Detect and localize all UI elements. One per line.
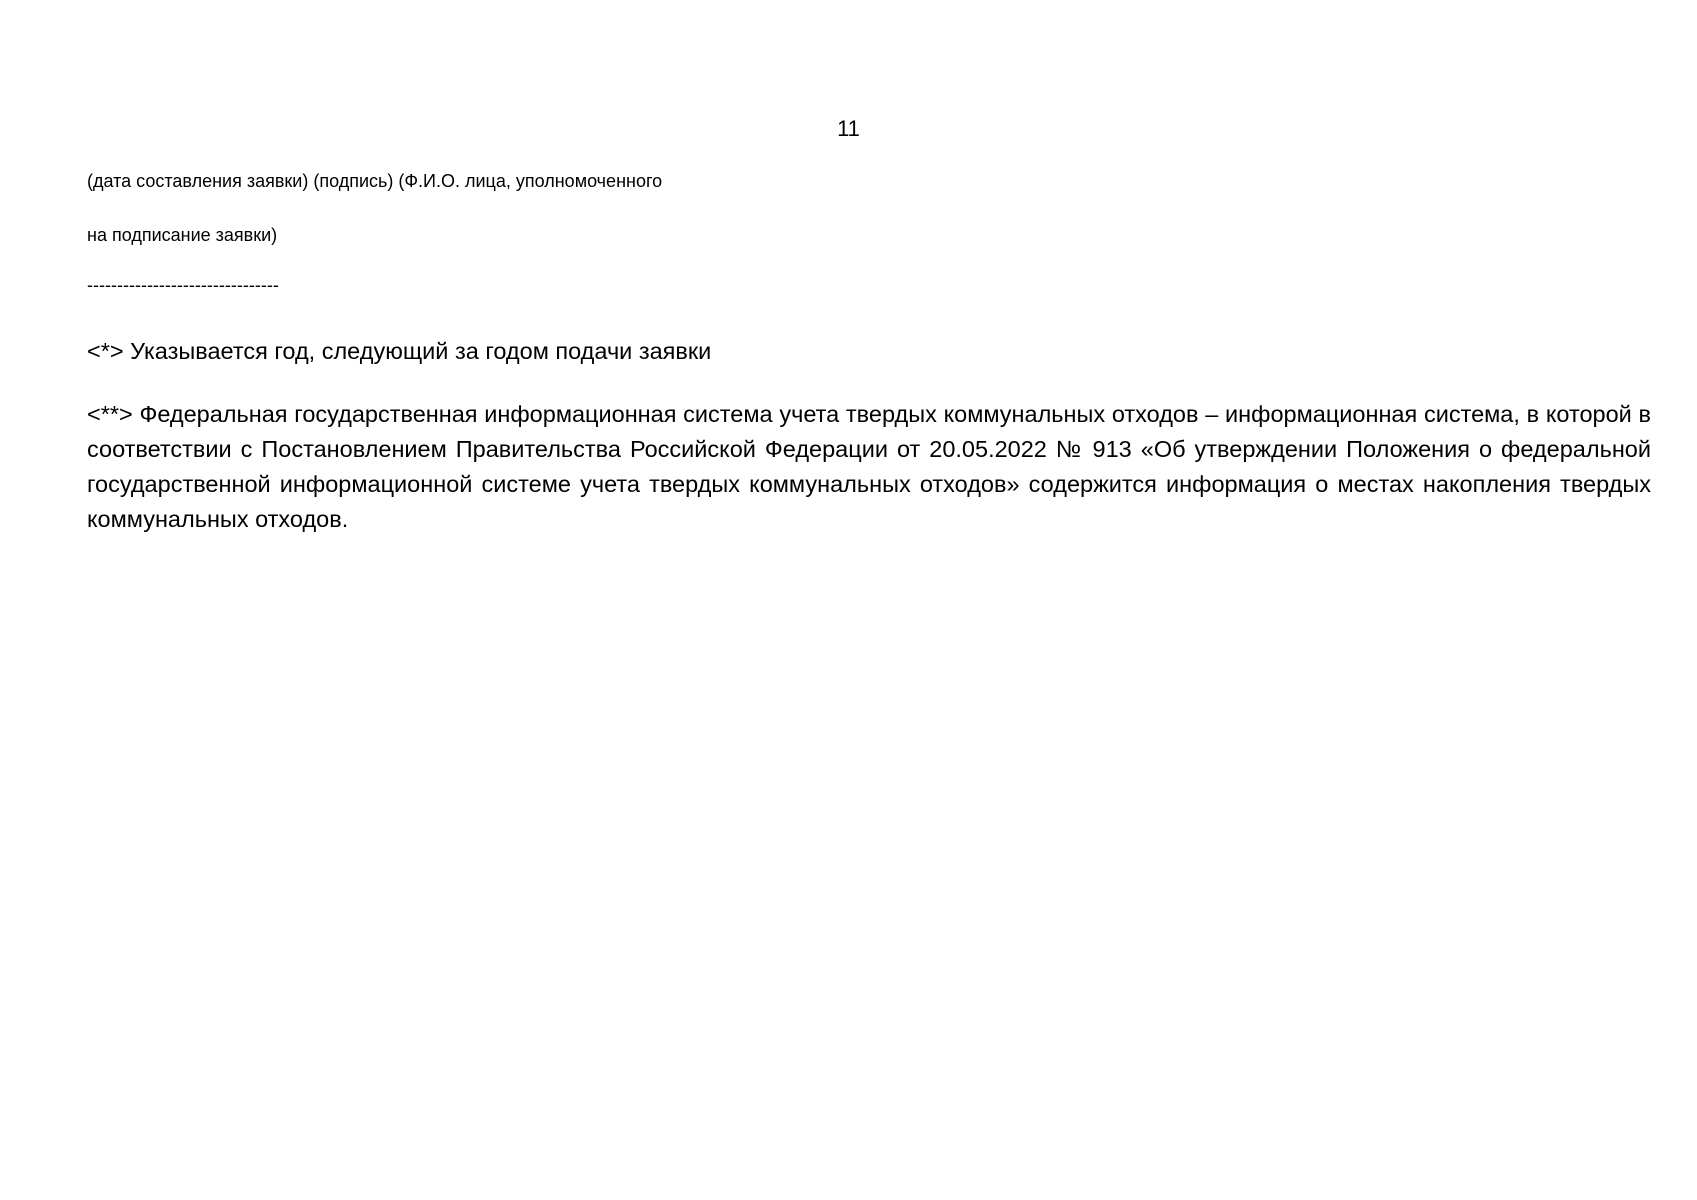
- footnote-separator: --------------------------------: [87, 275, 279, 295]
- signature-caption-line-1: (дата составления заявки) (подпись) (Ф.И.О. лица, уполномоченного: [87, 171, 663, 191]
- page-number: 11: [837, 116, 860, 141]
- signature-caption-line-2: на подписание заявки): [87, 225, 278, 245]
- footnote-year: <*> Указывается год, следующий за годом подачи заявки: [87, 338, 712, 364]
- footnote-fgis-tko: <**> Федеральная государственная информационная система учета твердых коммунальных отходов – информационная система, в которой в соответствии с Постановлением Правительства Российской Федерации от 20.05.2022 № 913 «Об утверждении Положения о федеральной государственной информационной системе учета твердых коммунальных отходов» содержится информация о местах накопления твердых коммунальных отходов.: [87, 401, 1651, 532]
- document-content: [87, 170, 1651, 537]
